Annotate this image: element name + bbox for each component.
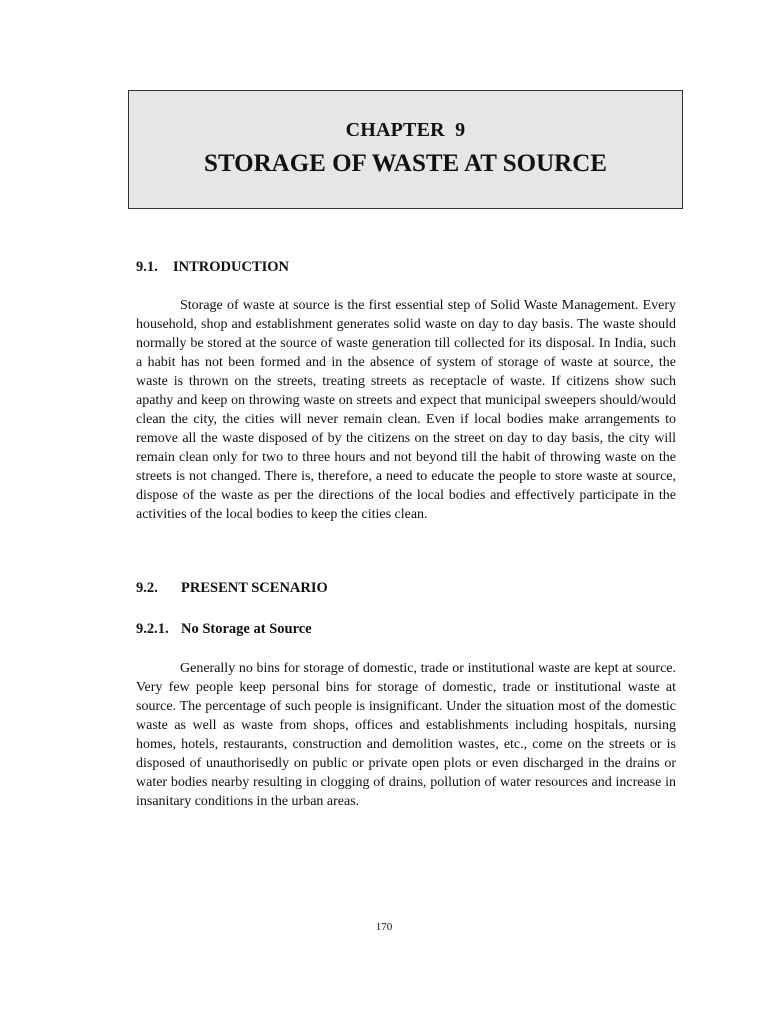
subsection-heading-no-storage	[136, 621, 312, 638]
no-storage-paragraph: Generally no bins for storage of domestic, trade or institutional waste are kept at source. Very few people keep personal bins for storage of domestic, trade or institutional waste at source. The percentage of such people is insignificant. Under the situation most of the domestic waste as well as waste from shops, offices and establishments including hospitals, nursing homes, hotels, restaurants, construction and demolition wastes, etc., come on the streets or is disposed of unauthorisedly on public or private open plots or even discharged in the drains or water bodies nearby resulting in clogging of drains, pollution of water resources and increase in insanitary conditions in the urban areas.	[136, 661, 676, 809]
subsection-number: 9.2.1.	[136, 621, 169, 637]
chapter-header-box	[128, 90, 683, 209]
section-heading-present-scenario	[136, 580, 328, 597]
chapter-title: STORAGE OF WASTE AT SOURCE	[204, 150, 607, 177]
chapter-number: CHAPTER 9	[345, 119, 466, 141]
subsection-title: No Storage at Source	[181, 621, 312, 637]
section-heading-introduction	[136, 259, 289, 276]
section-title: PRESENT SCENARIO	[181, 580, 328, 596]
introduction-paragraph: Storage of waste at source is the first essential step of Solid Waste Management. Every household, shop and establishment generates solid waste on day to day basis. The waste should normally be stored at the source of waste generation till collected for its disposal. In India, such a habit has not been formed and in the absence of system of storage of waste at source, the waste is thrown on the streets, treating streets as receptacle of waste. If citizens show such apathy and keep on throwing waste on streets and expect that municipal sweepers should/would clean the city, the cities will never remain clean. Even if local bodies make arrangements to remove all the waste disposed of by the citizens on the street on day to day basis, the city will remain clean only for two to three hours and not beyond till the habit of throwing waste on the streets is not changed. There is, therefore, a need to educate the people to store waste at source, dispose of the waste as per the directions of the local bodies and effectively participate in the activities of the local bodies to keep the cities clean.	[136, 298, 676, 522]
section-number: 9.2.	[136, 580, 158, 596]
page-number: 170	[375, 921, 393, 933]
section-title: INTRODUCTION	[173, 259, 290, 275]
section-number: 9.1.	[136, 259, 158, 275]
